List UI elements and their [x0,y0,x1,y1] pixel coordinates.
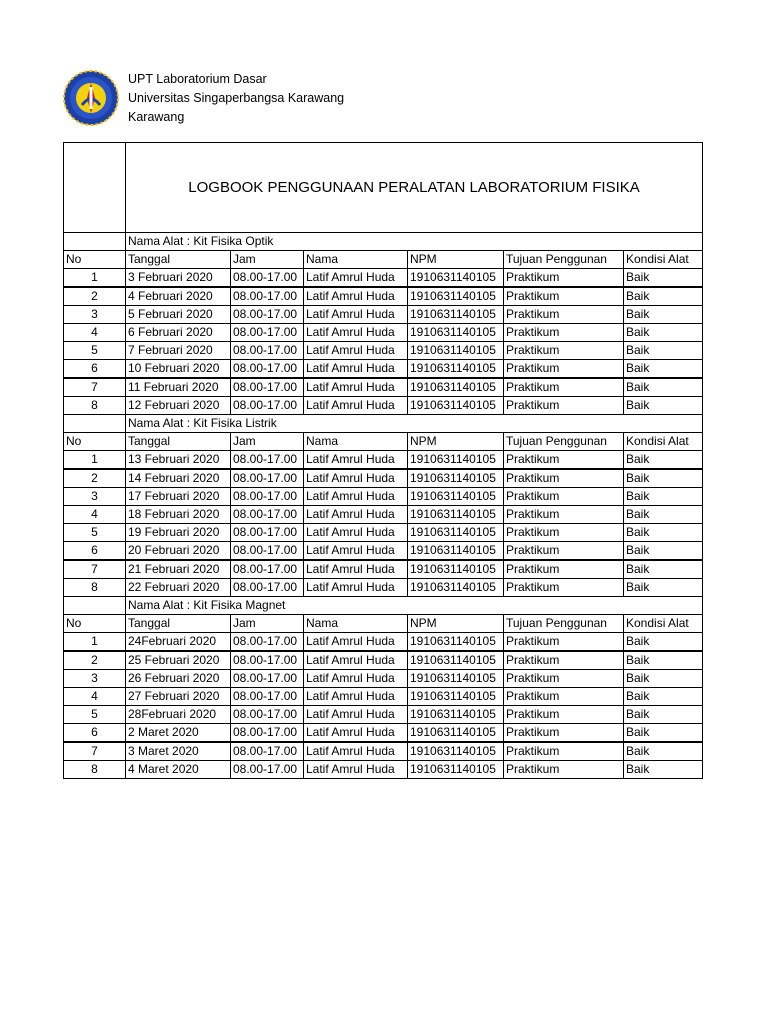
table-cell: Baik [624,579,703,597]
table-cell: 1910631140105 [408,688,504,706]
equipment-label: Nama Alat : Kit Fisika Listrik [126,415,703,433]
table-row [64,506,703,524]
table-cell: Praktikum [504,488,624,506]
table-cell: Baik [624,651,703,670]
table-row [64,488,703,506]
column-header: Kondisi Alat [624,251,703,269]
table-cell: 1910631140105 [408,706,504,724]
table-cell: 17 Februari 2020 [126,488,231,506]
table-cell: 1910631140105 [408,342,504,360]
table-cell: 7 [64,378,126,397]
table-cell: Latif Amrul Huda [304,633,408,652]
column-header: NPM [408,433,504,451]
table-cell: 1910631140105 [408,742,504,761]
column-header: Tanggal [126,251,231,269]
table-cell: 5 [64,342,126,360]
table-cell: 08.00-17.00 [231,269,304,288]
table-cell: Praktikum [504,342,624,360]
table-cell: Praktikum [504,378,624,397]
column-header: Tanggal [126,615,231,633]
table-cell: 08.00-17.00 [231,306,304,324]
table-cell: 22 Februari 2020 [126,579,231,597]
table-cell: Baik [624,688,703,706]
table-cell: 5 Februari 2020 [126,306,231,324]
table-cell: Latif Amrul Huda [304,287,408,306]
table-cell: 4 Februari 2020 [126,287,231,306]
table-row [64,688,703,706]
table-cell: 13 Februari 2020 [126,451,231,470]
table-cell: 1910631140105 [408,724,504,743]
table-cell: 08.00-17.00 [231,397,304,415]
table-cell: Baik [624,724,703,743]
table-cell: 5 [64,524,126,542]
table-cell: 1910631140105 [408,397,504,415]
table-cell: Baik [624,488,703,506]
table-cell: Praktikum [504,651,624,670]
logbook-table [63,142,703,779]
equipment-label: Nama Alat : Kit Fisika Magnet [126,597,703,615]
table-cell: Latif Amrul Huda [304,506,408,524]
table-cell: 2 [64,651,126,670]
column-header: NPM [408,251,504,269]
table-row [64,397,703,415]
table-cell: 21 Februari 2020 [126,560,231,579]
table-cell: Praktikum [504,451,624,470]
table-cell: 1910631140105 [408,378,504,397]
table-cell: Praktikum [504,579,624,597]
column-header: Tanggal [126,433,231,451]
table-cell: Latif Amrul Huda [304,724,408,743]
table-row [64,542,703,561]
column-header: Kondisi Alat [624,615,703,633]
table-cell: 08.00-17.00 [231,560,304,579]
table-cell: 08.00-17.00 [231,633,304,652]
institution-university: Universitas Singaperbangsa Karawang [128,91,345,105]
table-cell: Latif Amrul Huda [304,469,408,488]
table-cell: Baik [624,506,703,524]
table-row [64,451,703,470]
title-left-cell [64,143,126,233]
table-cell: 4 [64,506,126,524]
column-header: Tujuan Penggunan [504,615,624,633]
table-cell: 08.00-17.00 [231,360,304,379]
table-row [64,324,703,342]
table-cell: 1910631140105 [408,560,504,579]
table-cell: 2 [64,287,126,306]
column-header-row [64,433,703,451]
table-row [64,560,703,579]
table-cell: 1910631140105 [408,488,504,506]
column-header: Jam [231,251,304,269]
table-cell: 1910631140105 [408,651,504,670]
table-cell: Latif Amrul Huda [304,324,408,342]
table-cell: 28Februari 2020 [126,706,231,724]
table-cell: Praktikum [504,761,624,779]
column-header: Jam [231,615,304,633]
table-cell: 1 [64,451,126,470]
table-cell: Latif Amrul Huda [304,397,408,415]
table-cell: Baik [624,670,703,688]
table-cell: Praktikum [504,724,624,743]
table-cell: Praktikum [504,524,624,542]
table-cell: Praktikum [504,742,624,761]
table-cell: 10 Februari 2020 [126,360,231,379]
column-header: Tujuan Penggunan [504,433,624,451]
table-cell: Praktikum [504,542,624,561]
table-cell: 12 Februari 2020 [126,397,231,415]
table-cell: 3 Februari 2020 [126,269,231,288]
column-header: Jam [231,433,304,451]
column-header-row [64,615,703,633]
equipment-label: Nama Alat : Kit Fisika Optik [126,233,703,251]
table-cell: Baik [624,378,703,397]
table-cell: 8 [64,579,126,597]
table-cell: Latif Amrul Huda [304,688,408,706]
university-logo-icon [62,69,120,127]
table-cell: Latif Amrul Huda [304,579,408,597]
table-row [64,579,703,597]
table-cell: Praktikum [504,360,624,379]
table-cell: 6 [64,724,126,743]
table-cell: Praktikum [504,560,624,579]
table-row [64,633,703,652]
table-cell: Latif Amrul Huda [304,360,408,379]
table-cell: 1910631140105 [408,506,504,524]
table-cell: 08.00-17.00 [231,579,304,597]
table-cell: 2 Maret 2020 [126,724,231,743]
table-cell: Baik [624,633,703,652]
table-cell: Latif Amrul Huda [304,706,408,724]
table-row [64,378,703,397]
table-cell: 1910631140105 [408,469,504,488]
table-cell: Latif Amrul Huda [304,524,408,542]
table-cell: 11 Februari 2020 [126,378,231,397]
table-cell: 08.00-17.00 [231,342,304,360]
table-row [64,524,703,542]
table-row [64,742,703,761]
table-cell: 8 [64,397,126,415]
table-cell: 1910631140105 [408,287,504,306]
table-row [64,287,703,306]
table-cell: Praktikum [504,397,624,415]
section-blank-cell [64,233,126,251]
table-cell: 1910631140105 [408,670,504,688]
table-cell: 1910631140105 [408,451,504,470]
table-cell: 08.00-17.00 [231,761,304,779]
table-row [64,651,703,670]
table-cell: 4 [64,324,126,342]
table-cell: Praktikum [504,633,624,652]
table-cell: Latif Amrul Huda [304,742,408,761]
table-cell: Baik [624,342,703,360]
column-header: No [64,615,126,633]
table-cell: Baik [624,324,703,342]
table-cell: 20 Februari 2020 [126,542,231,561]
table-cell: 3 [64,488,126,506]
column-header: Tujuan Penggunan [504,251,624,269]
table-cell: Praktikum [504,706,624,724]
table-cell: Praktikum [504,670,624,688]
table-cell: Praktikum [504,688,624,706]
table-cell: 4 Maret 2020 [126,761,231,779]
column-header: No [64,433,126,451]
table-cell: Baik [624,287,703,306]
table-cell: Praktikum [504,306,624,324]
column-header: Nama [304,251,408,269]
table-cell: Baik [624,761,703,779]
institution-unit: UPT Laboratorium Dasar [128,72,267,86]
table-cell: Latif Amrul Huda [304,761,408,779]
table-cell: Latif Amrul Huda [304,451,408,470]
table-cell: 7 [64,742,126,761]
table-row [64,724,703,743]
table-cell: 1910631140105 [408,524,504,542]
table-cell: 6 [64,360,126,379]
table-cell: Baik [624,742,703,761]
table-cell: 19 Februari 2020 [126,524,231,542]
equipment-section-row [64,597,703,615]
column-header-row [64,251,703,269]
table-cell: Latif Amrul Huda [304,488,408,506]
table-cell: 27 Februari 2020 [126,688,231,706]
table-cell: Latif Amrul Huda [304,269,408,288]
equipment-section-row [64,233,703,251]
table-row [64,306,703,324]
table-cell: 1910631140105 [408,579,504,597]
table-cell: 08.00-17.00 [231,742,304,761]
table-cell: 1 [64,633,126,652]
table-cell: Baik [624,397,703,415]
table-cell: 08.00-17.00 [231,724,304,743]
table-cell: 1910631140105 [408,761,504,779]
table-cell: Baik [624,269,703,288]
table-cell: 08.00-17.00 [231,451,304,470]
table-cell: Praktikum [504,324,624,342]
table-cell: Baik [624,306,703,324]
table-cell: 8 [64,761,126,779]
table-cell: 08.00-17.00 [231,287,304,306]
table-cell: Praktikum [504,506,624,524]
table-cell: 14 Februari 2020 [126,469,231,488]
table-row [64,269,703,288]
table-cell: 24Februari 2020 [126,633,231,652]
table-cell: 6 [64,542,126,561]
institution-city: Karawang [128,110,185,124]
logbook-title: LOGBOOK PENGGUNAAN PERALATAN LABORATORIUM FISIKA [126,143,703,233]
table-row [64,342,703,360]
table-cell: Baik [624,469,703,488]
table-row [64,469,703,488]
table-cell: 26 Februari 2020 [126,670,231,688]
table-cell: Latif Amrul Huda [304,542,408,561]
table-cell: 7 Februari 2020 [126,342,231,360]
table-cell: Baik [624,706,703,724]
column-header: Nama [304,615,408,633]
table-cell: 08.00-17.00 [231,378,304,397]
table-cell: 6 Februari 2020 [126,324,231,342]
table-row [64,761,703,779]
column-header: Nama [304,433,408,451]
table-cell: 1910631140105 [408,633,504,652]
table-cell: Baik [624,451,703,470]
table-cell: Baik [624,524,703,542]
table-cell: Praktikum [504,287,624,306]
table-cell: 4 [64,688,126,706]
equipment-section-row [64,415,703,433]
column-header: No [64,251,126,269]
table-cell: Latif Amrul Huda [304,342,408,360]
table-cell: 1910631140105 [408,542,504,561]
table-cell: 5 [64,706,126,724]
table-cell: 3 Maret 2020 [126,742,231,761]
column-header: NPM [408,615,504,633]
column-header: Kondisi Alat [624,433,703,451]
table-cell: Praktikum [504,269,624,288]
table-row [64,670,703,688]
table-cell: 7 [64,560,126,579]
table-cell: 2 [64,469,126,488]
table-cell: Latif Amrul Huda [304,651,408,670]
table-cell: Latif Amrul Huda [304,560,408,579]
table-cell: 08.00-17.00 [231,706,304,724]
table-cell: 3 [64,670,126,688]
table-cell: 25 Februari 2020 [126,651,231,670]
table-row [64,360,703,379]
table-cell: 3 [64,306,126,324]
table-cell: 1 [64,269,126,288]
table-cell: 18 Februari 2020 [126,506,231,524]
institution-info [128,70,344,127]
table-cell: 08.00-17.00 [231,469,304,488]
table-cell: 08.00-17.00 [231,506,304,524]
table-cell: 08.00-17.00 [231,488,304,506]
title-row [64,143,703,233]
section-blank-cell [64,597,126,615]
table-cell: Baik [624,360,703,379]
table-cell: 08.00-17.00 [231,670,304,688]
table-cell: 1910631140105 [408,306,504,324]
table-row [64,706,703,724]
table-cell: 1910631140105 [408,324,504,342]
table-cell: Praktikum [504,469,624,488]
table-cell: Latif Amrul Huda [304,378,408,397]
section-blank-cell [64,415,126,433]
table-cell: Latif Amrul Huda [304,306,408,324]
table-cell: 08.00-17.00 [231,324,304,342]
table-cell: Latif Amrul Huda [304,670,408,688]
table-cell: 1910631140105 [408,269,504,288]
table-cell: 08.00-17.00 [231,542,304,561]
table-cell: 1910631140105 [408,360,504,379]
table-cell: 08.00-17.00 [231,524,304,542]
table-cell: 08.00-17.00 [231,688,304,706]
table-cell: 08.00-17.00 [231,651,304,670]
table-cell: Baik [624,560,703,579]
table-cell: Baik [624,542,703,561]
